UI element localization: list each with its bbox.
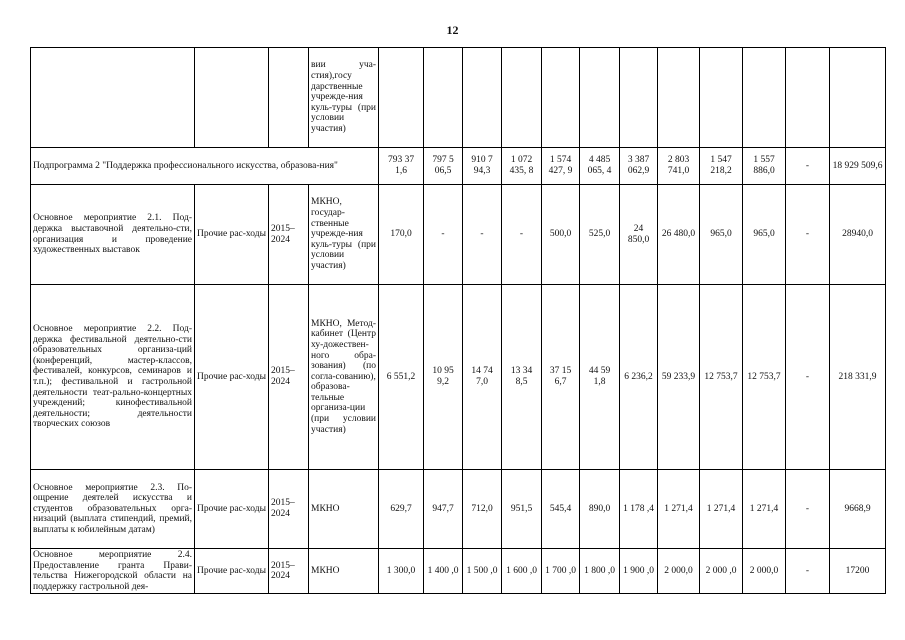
period-cell: 2015–2024 bbox=[269, 470, 309, 549]
value-cell: 1 271,4 bbox=[743, 470, 786, 549]
total-cell: 9668,9 bbox=[830, 470, 886, 549]
executor-cell: МКНО, Метод-кабинет (Центр ху-дожествен-ного обра-зования) (по согла-сованию), образова-тельные организа-ции (при условии участия) bbox=[309, 285, 379, 470]
value-cell: - bbox=[786, 470, 830, 549]
total-cell: 28940,0 bbox=[830, 185, 886, 285]
value-cell: 1 700 ,0 bbox=[542, 549, 580, 594]
value-cell bbox=[502, 48, 542, 148]
value-cell: 12 753,7 bbox=[743, 285, 786, 470]
value-cell: 37 15 6,7 bbox=[542, 285, 580, 470]
activity-name-cell: Основное мероприятие 2.2. Под-держка фестивальной деятельно-сти образовательных организа-ций (конференций, мастер-классов, фестивалей, конкурсов, семинаров и т.п.); фестивальной и гастрольной деятельности теат-рально-концертных учреждений; кинофестивальной деятельности; деятельности творческих союзов bbox=[31, 285, 195, 470]
value-cell: 545,4 bbox=[542, 470, 580, 549]
value-cell: 947,7 bbox=[424, 470, 463, 549]
value-cell: 13 34 8,5 bbox=[502, 285, 542, 470]
table-row bbox=[31, 285, 886, 470]
value-cell: 2 000,0 bbox=[658, 549, 700, 594]
value-cell: 1 557 886,0 bbox=[743, 148, 786, 185]
value-cell: 3 387 062,9 bbox=[620, 148, 658, 185]
value-cell: 4 485 065, 4 bbox=[580, 148, 620, 185]
value-cell bbox=[830, 48, 886, 148]
page-number: 12 bbox=[446, 23, 459, 37]
value-cell: 793 37 1,6 bbox=[379, 148, 424, 185]
value-cell: 525,0 bbox=[580, 185, 620, 285]
table-row bbox=[31, 185, 886, 285]
period-cell: 2015–2024 bbox=[269, 549, 309, 594]
value-cell: 1 400 ,0 bbox=[424, 549, 463, 594]
value-cell: 712,0 bbox=[463, 470, 502, 549]
value-cell: 1 178 ,4 bbox=[620, 470, 658, 549]
value-cell: - bbox=[424, 185, 463, 285]
value-cell: 1 547 218,2 bbox=[700, 148, 743, 185]
period-cell: 2015–2024 bbox=[269, 285, 309, 470]
value-cell bbox=[580, 48, 620, 148]
value-cell: - bbox=[786, 285, 830, 470]
value-cell: 890,0 bbox=[580, 470, 620, 549]
value-cell: 1 500 ,0 bbox=[463, 549, 502, 594]
executor-cell: МКНО, государ-ственные учрежде-ния куль-туры (при условии участия) bbox=[309, 185, 379, 285]
value-cell bbox=[620, 48, 658, 148]
activity-name-cell bbox=[31, 48, 195, 148]
value-cell: 797 5 06,5 bbox=[424, 148, 463, 185]
value-cell bbox=[379, 48, 424, 148]
value-cell bbox=[424, 48, 463, 148]
subprogram-row bbox=[31, 148, 886, 185]
value-cell: 2 000 ,0 bbox=[700, 549, 743, 594]
value-cell: 170,0 bbox=[379, 185, 424, 285]
value-cell: 1 900 ,0 bbox=[620, 549, 658, 594]
funding-source-cell: Прочие рас-ходы bbox=[195, 470, 269, 549]
table-row bbox=[31, 470, 886, 549]
funding-source-cell bbox=[195, 48, 269, 148]
subprogram-title: Подпрограмма 2 "Поддержка профессионального искусства, образова-ния" bbox=[31, 148, 379, 185]
value-cell: 1 800 ,0 bbox=[580, 549, 620, 594]
value-cell: 24 850,0 bbox=[620, 185, 658, 285]
value-cell: 1 072 435, 8 bbox=[502, 148, 542, 185]
value-cell: 6 551,2 bbox=[379, 285, 424, 470]
value-cell: 965,0 bbox=[743, 185, 786, 285]
funding-source-cell: Прочие рас-ходы bbox=[195, 185, 269, 285]
value-cell: 1 600 ,0 bbox=[502, 549, 542, 594]
value-cell bbox=[542, 48, 580, 148]
activity-name-cell: Основное мероприятие 2.1. Под-держка выставочной деятельно-сти, организация и проведение художественных выставок bbox=[31, 185, 195, 285]
value-cell: 951,5 bbox=[502, 470, 542, 549]
table-row bbox=[31, 48, 886, 148]
executor-cell: МКНО bbox=[309, 549, 379, 594]
value-cell: 14 74 7,0 bbox=[463, 285, 502, 470]
value-cell: - bbox=[786, 185, 830, 285]
funding-source-cell: Прочие рас-ходы bbox=[195, 549, 269, 594]
value-cell: 2 000,0 bbox=[743, 549, 786, 594]
value-cell bbox=[463, 48, 502, 148]
value-cell: 1 300,0 bbox=[379, 549, 424, 594]
value-cell: 59 233,9 bbox=[658, 285, 700, 470]
period-cell: 2015–2024 bbox=[269, 185, 309, 285]
value-cell: 500,0 bbox=[542, 185, 580, 285]
program-budget-table bbox=[30, 47, 886, 594]
value-cell: - bbox=[786, 549, 830, 594]
value-cell: 44 59 1,8 bbox=[580, 285, 620, 470]
value-cell: 910 7 94,3 bbox=[463, 148, 502, 185]
value-cell: - bbox=[463, 185, 502, 285]
value-cell: 12 753,7 bbox=[700, 285, 743, 470]
activity-name-cell: Основное мероприятие 2.4. Предоставление гранта Прави-тельства Нижегородской области на поддержку гастрольной дея- bbox=[31, 549, 195, 594]
value-cell: 965,0 bbox=[700, 185, 743, 285]
funding-source-cell: Прочие рас-ходы bbox=[195, 285, 269, 470]
value-cell bbox=[743, 48, 786, 148]
table-row bbox=[31, 549, 886, 594]
total-cell: 17200 bbox=[830, 549, 886, 594]
executor-cell: МКНО bbox=[309, 470, 379, 549]
value-cell: 6 236,2 bbox=[620, 285, 658, 470]
activity-name-cell: Основное мероприятие 2.3. По-ощрение деятелей искусства и студентов образовательных орга-низаций (выплата стипендий, премий, выплаты к юбилейным датам) bbox=[31, 470, 195, 549]
total-cell: 18 929 509,6 bbox=[830, 148, 886, 185]
value-cell: 1 271,4 bbox=[658, 470, 700, 549]
value-cell: - bbox=[786, 148, 830, 185]
value-cell: 26 480,0 bbox=[658, 185, 700, 285]
value-cell: 10 95 9,2 bbox=[424, 285, 463, 470]
value-cell: 1 271,4 bbox=[700, 470, 743, 549]
value-cell: 1 574 427, 9 bbox=[542, 148, 580, 185]
value-cell bbox=[700, 48, 743, 148]
value-cell: 2 803 741,0 bbox=[658, 148, 700, 185]
value-cell bbox=[786, 48, 830, 148]
period-cell bbox=[269, 48, 309, 148]
value-cell: - bbox=[502, 185, 542, 285]
value-cell: 629,7 bbox=[379, 470, 424, 549]
executor-cell: вии уча-стия),госу дарственные учрежде-ния куль-туры (при условии участия) bbox=[309, 48, 379, 148]
value-cell bbox=[658, 48, 700, 148]
total-cell: 218 331,9 bbox=[830, 285, 886, 470]
